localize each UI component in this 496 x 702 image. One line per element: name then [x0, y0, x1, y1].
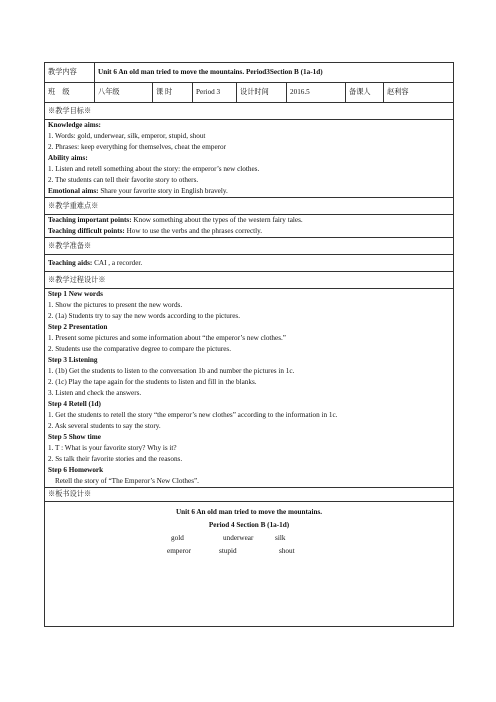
aims-content — [45, 120, 454, 198]
step-item: 1. Get the students to retell the story “the emperor’s new clothes” according to the information in 1c. — [48, 411, 338, 419]
board-title-row — [45, 488, 454, 502]
period-label: 课 时 — [153, 83, 193, 103]
step-heading: Step 3 Listening — [48, 356, 98, 364]
prep-title: ※教学准备※ — [45, 238, 454, 255]
board-word: silk — [275, 534, 286, 542]
content-label: 教学内容 — [45, 63, 95, 83]
prep-content — [45, 255, 454, 272]
process-content — [45, 289, 454, 488]
keypoints-title: ※教学重难点※ — [45, 198, 454, 215]
step-heading: Step 6 Homework — [48, 466, 104, 474]
keypoints-title-row — [45, 198, 454, 215]
step-item: 1. T : What is your favorite story? Why is it? — [48, 444, 177, 452]
info-row — [45, 83, 454, 103]
ability-item: 2. The students can tell their favorite story to others. — [48, 176, 199, 184]
aids-heading: Teaching aids: — [48, 258, 93, 267]
step-heading: Step 2 Presentation — [48, 323, 108, 331]
step-item: 1. (1b) Get the students to listen to the conversation 1b and number the pictures in 1c. — [48, 367, 295, 375]
board-content — [45, 502, 454, 627]
date-value: 2016.5 — [287, 83, 346, 103]
difficult-heading: Teaching difficult points: — [48, 227, 125, 235]
board-title: ※板书设计※ — [45, 488, 454, 502]
teacher-label: 备课人 — [346, 83, 384, 103]
step-item: 2. Students use the comparative degree to compare the pictures. — [48, 345, 232, 353]
process-row — [45, 289, 454, 488]
aims-row — [45, 120, 454, 198]
board-word: gold — [171, 534, 184, 542]
important-text: Know something about the types of the western fairy tales. — [131, 216, 303, 224]
board-heading: Unit 6 An old man tried to move the mountains. — [175, 508, 323, 516]
step-item: 1. Show the pictures to present the new words. — [48, 301, 183, 309]
board-subheading: Period 4 Section B (1a-1d) — [208, 521, 290, 529]
aims-title: ※教学目标※ — [45, 103, 454, 120]
prep-row — [45, 255, 454, 272]
keypoints-content — [45, 215, 454, 238]
emotional-line — [48, 186, 450, 197]
class-label: 班 级 — [45, 83, 95, 103]
board-word: stupid — [219, 547, 237, 555]
period-value: Period 3 — [193, 83, 237, 103]
difficult-text: How to use the verbs and the phrases correctly. — [124, 227, 263, 235]
board-word: emperor — [167, 547, 191, 555]
aims-title-row — [45, 103, 454, 120]
step-item: 3. Listen and check the answers. — [48, 389, 142, 397]
teacher-value: 赵利容 — [384, 83, 454, 103]
important-heading: Teaching important points: — [48, 216, 132, 224]
step-item: Retell the story of “The Emperor’s New Clothes”. — [55, 477, 199, 485]
aids-line — [48, 258, 450, 269]
board-row — [45, 502, 454, 627]
step-item: 2. Ss talk their favorite stories and the reasons. — [48, 455, 183, 463]
content-row — [45, 63, 454, 83]
board-words-row — [48, 532, 450, 545]
step-heading: Step 4 Retell (1d) — [48, 400, 101, 408]
step-heading: Step 5 Show time — [48, 433, 101, 441]
emotional-heading: Emotional aims: — [48, 187, 99, 195]
important-line — [48, 215, 450, 226]
process-title: ※教学过程设计※ — [45, 272, 454, 289]
board-words-row — [48, 545, 450, 558]
emotional-text: Share your favorite story in English bravely. — [98, 187, 228, 195]
step-item: 2. Ask several students to say the story. — [48, 422, 161, 430]
knowledge-item: 2. Phrases: keep everything for themselves, cheat the emperor — [48, 143, 227, 151]
step-item: 2. (1a) Students try to say the new words according to the pictures. — [48, 312, 241, 320]
lesson-plan-table — [44, 62, 454, 627]
step-heading: Step 1 New words — [48, 290, 103, 298]
keypoints-row — [45, 215, 454, 238]
board-word: shout — [279, 547, 295, 555]
knowledge-heading: Knowledge aims: — [48, 121, 101, 129]
prep-title-row — [45, 238, 454, 255]
board-word: underwear — [223, 534, 254, 542]
content-value: Unit 6 An old man tried to move the mountains. Period3Section B (1a-1d) — [95, 63, 454, 83]
ability-heading: Ability aims: — [48, 154, 88, 162]
step-item: 1. Present some pictures and some information about “the emperor’s new clothes.” — [48, 334, 286, 342]
lesson-plan-document — [44, 62, 453, 627]
knowledge-item: 1. Words: gold, underwear, silk, emperor, stupid, shout — [48, 132, 206, 140]
step-item: 2. (1c) Play the tape again for the students to listen and fill in the blanks. — [48, 378, 257, 386]
class-value: 八年级 — [95, 83, 153, 103]
process-title-row — [45, 272, 454, 289]
date-label: 设计时间 — [237, 83, 287, 103]
aids-text: CAI , a recorder. — [92, 258, 143, 267]
difficult-line — [48, 226, 450, 237]
ability-item: 1. Listen and retell something about the story: the emperor’s new clothes. — [48, 165, 260, 173]
